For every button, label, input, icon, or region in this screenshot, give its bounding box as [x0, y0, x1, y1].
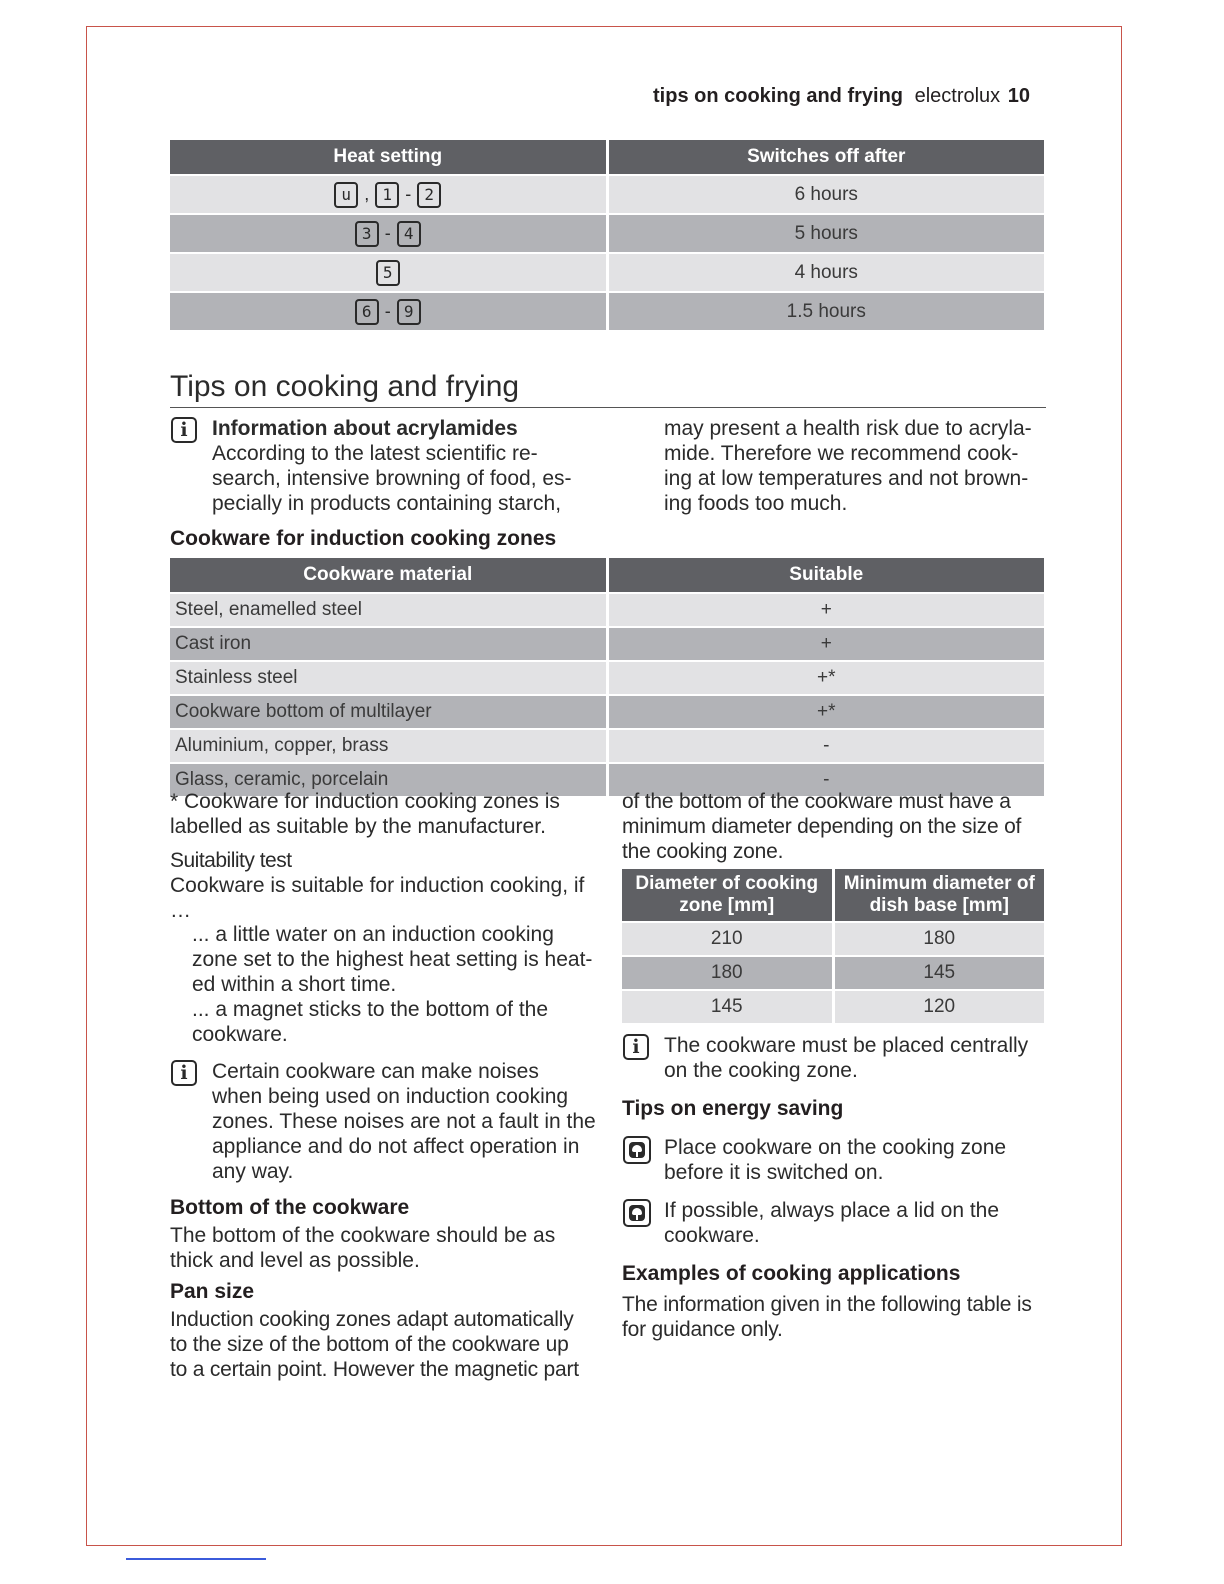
suitable-cell: +* [607, 661, 1044, 695]
text-line: when being used on induction cooking [212, 1085, 569, 1108]
material-cell: Stainless steel [170, 661, 607, 695]
text-line: of the bottom of the cookware must have a [622, 790, 1011, 813]
acrylamide-note-continued [664, 416, 1054, 516]
table-header: Switches off after [607, 140, 1044, 175]
energy-heading: Tips on energy saving [622, 1097, 844, 1120]
text-line: for guidance only. [622, 1318, 783, 1341]
material-cell: Cast iron [170, 627, 607, 661]
time-cell: 1.5 hours [607, 292, 1044, 331]
table-header: Heat setting [170, 140, 607, 175]
suitable-cell: + [607, 593, 1044, 627]
table-cell: 210 [622, 922, 833, 956]
info-icon: i [171, 1060, 197, 1086]
text-line: search, intensive browning of food, es- [212, 467, 572, 490]
link-underline [126, 1558, 266, 1560]
text-line: According to the latest scientific re- [212, 442, 538, 465]
table-row [170, 729, 1044, 763]
heat-key-icon: 3 [355, 221, 379, 247]
table-row [622, 990, 1044, 1024]
pan-size-continued [622, 789, 1062, 864]
heat-setting-cell [170, 292, 607, 331]
table-row [170, 175, 1044, 214]
time-cell: 4 hours [607, 253, 1044, 292]
text-line: cookware. [664, 1224, 760, 1247]
heat-key-icon: 2 [417, 182, 441, 208]
heat-key-icon: 4 [397, 221, 421, 247]
table-row [170, 627, 1044, 661]
material-cell: Aluminium, copper, brass [170, 729, 607, 763]
text-line: Induction cooking zones adapt automatically [170, 1308, 574, 1331]
eco-leaf-icon [623, 1136, 651, 1164]
range-dash: - [384, 301, 391, 321]
heat-setting-cell [170, 253, 607, 292]
text-line: … [170, 899, 191, 922]
text-line: The cookware must be placed centrally [664, 1034, 1029, 1057]
text-line: mide. Therefore we recommend cook- [664, 442, 1019, 465]
table-row [170, 253, 1044, 292]
text-line: may present a health risk due to acryla- [664, 417, 1032, 440]
table-cell: 180 [833, 922, 1044, 956]
text-line: * Cookware for induction cooking zones is [170, 790, 560, 813]
heat-key-icon: u [334, 182, 358, 208]
center-note [664, 1033, 1054, 1083]
footnote [170, 789, 600, 839]
header-page-number: 10 [1007, 85, 1030, 107]
text-line: any way. [212, 1160, 294, 1183]
eco-leaf-icon [623, 1199, 651, 1227]
heat-key-icon: 6 [355, 299, 379, 325]
suitability-criteria [192, 922, 602, 1047]
info-icon: i [171, 417, 197, 443]
table-cell: 145 [622, 990, 833, 1024]
table-cell: 180 [622, 956, 833, 990]
heat-setting-table [170, 140, 1044, 332]
table-header: Suitable [607, 558, 1044, 593]
table-cell: 145 [833, 956, 1044, 990]
heat-setting-cell [170, 214, 607, 253]
heat-key-icon: 9 [397, 299, 421, 325]
energy-tip-1 [664, 1135, 1054, 1185]
suitable-cell: +* [607, 695, 1044, 729]
cookware-heading: Cookware for induction cooking zones [170, 527, 557, 550]
energy-tip-2 [664, 1198, 1054, 1248]
table-row [170, 214, 1044, 253]
pan-size-text [170, 1307, 610, 1382]
text-line: cookware. [192, 1023, 288, 1046]
text-line: ... a magnet sticks to the bottom of the [192, 998, 549, 1021]
acrylamide-title: Information about acrylamides [212, 417, 518, 440]
acrylamide-note [212, 416, 602, 516]
heat-key-icon: 1 [375, 182, 399, 208]
text-line: If possible, always place a lid on the [664, 1199, 1000, 1222]
examples-heading: Examples of cooking applications [622, 1262, 961, 1285]
table-row [170, 695, 1044, 729]
table-row [170, 593, 1044, 627]
examples-text [622, 1292, 1062, 1342]
noise-note [212, 1059, 604, 1184]
cookware-table [170, 558, 1044, 798]
table-row [622, 956, 1044, 990]
text-line: ing foods too much. [664, 492, 848, 515]
table-row [622, 922, 1044, 956]
table-header: Minimum diameter of dish base [mm] [833, 869, 1044, 922]
section-title: Tips on cooking and frying [170, 370, 520, 403]
info-icon: i [623, 1034, 649, 1060]
text-line: The information given in the following table is [622, 1293, 1032, 1316]
material-cell: Glass, ceramic, porcelain [170, 763, 607, 797]
text-line: ... a little water on an induction cooking [192, 923, 554, 946]
table-row [170, 292, 1044, 331]
text-line: minimum diameter depending on the size of [622, 815, 1022, 838]
header-section: tips on cooking and frying [653, 85, 904, 107]
table-cell: 120 [833, 990, 1044, 1024]
text-line: ed within a short time. [192, 973, 397, 996]
text-line: to the size of the bottom of the cookware up [170, 1333, 569, 1356]
text-line: zone set to the highest heat setting is heat- [192, 948, 593, 971]
text-line: before it is switched on. [664, 1161, 884, 1184]
suitable-cell: + [607, 627, 1044, 661]
text-line: The bottom of the cookware should be as [170, 1224, 556, 1247]
header-brand: electrolux [914, 85, 1001, 107]
suitable-cell: - [607, 729, 1044, 763]
text-line: on the cooking zone. [664, 1059, 858, 1082]
suitability-intro [170, 873, 600, 923]
table-header: Cookware material [170, 558, 607, 593]
diameter-table [622, 869, 1044, 1025]
pan-size-heading: Pan size [170, 1280, 255, 1303]
text-line: appliance and do not affect operation in [212, 1135, 580, 1158]
material-cell: Cookware bottom of multilayer [170, 695, 607, 729]
text-line: Certain cookware can make noises [212, 1060, 539, 1083]
time-cell: 5 hours [607, 214, 1044, 253]
heat-key-icon: 5 [376, 260, 400, 286]
suitable-cell: - [607, 763, 1044, 797]
page-header [600, 85, 1030, 108]
range-dash: - [384, 223, 391, 243]
section-divider [170, 407, 1046, 408]
bottom-text [170, 1223, 600, 1273]
text-line: ing at low temperatures and not brown- [664, 467, 1029, 490]
text-line: thick and level as possible. [170, 1249, 420, 1272]
text-line: labelled as suitable by the manufacturer. [170, 815, 546, 838]
text-line: pecially in products containing starch, [212, 492, 562, 515]
bottom-heading: Bottom of the cookware [170, 1196, 410, 1219]
heat-setting-cell [170, 175, 607, 214]
text-line: to a certain point. However the magnetic part [170, 1358, 579, 1381]
text-line: the cooking zone. [622, 840, 784, 863]
table-header: Diameter of cooking zone [mm] [622, 869, 833, 922]
separator: , [364, 184, 370, 204]
material-cell: Steel, enamelled steel [170, 593, 607, 627]
text-line: Place cookware on the cooking zone [664, 1136, 1007, 1159]
text-line: Cookware is suitable for induction cooking, if [170, 874, 585, 897]
range-dash: - [405, 184, 412, 204]
table-row [170, 661, 1044, 695]
text-line: zones. These noises are not a fault in the [212, 1110, 596, 1133]
time-cell: 6 hours [607, 175, 1044, 214]
suitability-title: Suitability test [170, 849, 292, 872]
